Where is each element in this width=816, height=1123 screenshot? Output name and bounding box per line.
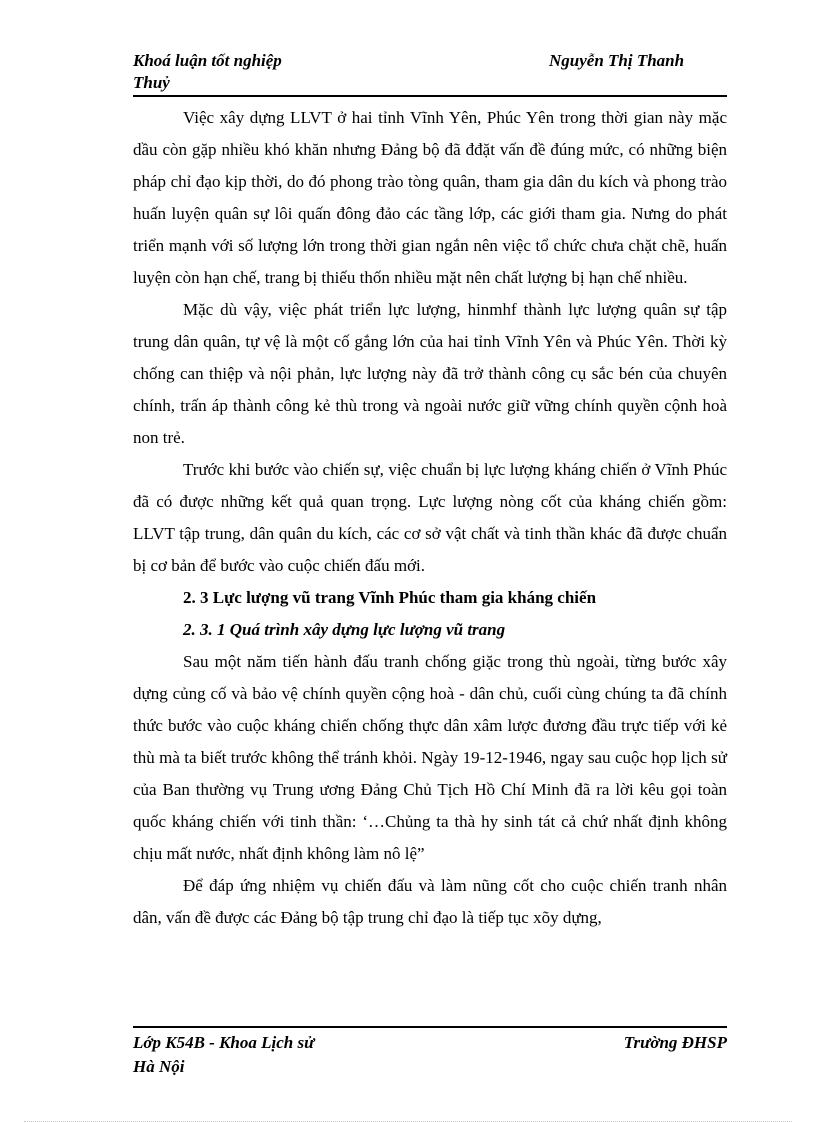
body-paragraph: Trước khi bước vào chiến sự, việc chuẩn bị lực lượng kháng chiến ở Vĩnh Phúc đã có được những kết quả quan trọng. Lực lượng nòng cốt của kháng chiến gồm: LLVT tập trung, dân quân du kích, các cơ sở vật chất và tinh thần khác đã được chuẩn bị cơ bản để bước vào cuộc chiến đấu mới. bbox=[133, 460, 727, 575]
footer-school-label-wrap: Hà Nội bbox=[133, 1057, 185, 1076]
subsection-heading: 2. 3. 1 Quá trình xây dựng lực lượng vũ trang bbox=[183, 620, 506, 639]
page-bottom-edge bbox=[24, 1121, 792, 1122]
footer-divider bbox=[133, 1026, 727, 1028]
header-author-name: Nguyễn Thị Thanh bbox=[549, 51, 685, 70]
page-body bbox=[133, 102, 727, 934]
header-divider bbox=[133, 95, 727, 97]
body-paragraph: Mặc dù vậy, việc phát triển lực lượng, hinmhf thành lực lượng quân sự tập trung dân quân, tự vệ là một cố gắng lớn của hai tỉnh Vĩnh Yên và Phúc Yên. Thời kỳ chống can thiệp và nội phản, lực lượng này đã trở thành công cụ sắc bén của chuyên chính, trấn áp thành công kẻ thù trong và ngoài nước giữ vững chính quyền cộnh hoà non trẻ. bbox=[133, 300, 727, 447]
section-heading: 2. 3 Lực lượng vũ trang Vĩnh Phúc tham gia kháng chiến bbox=[183, 588, 597, 607]
footer-class-label: Lớp K54B - Khoa Lịch sử bbox=[133, 1033, 315, 1052]
body-paragraph: Việc xây dựng LLVT ở hai tỉnh Vĩnh Yên, Phúc Yên trong thời gian này mặc dầu còn gặp nhiều khó khăn nhưng Đảng bộ đã đđặt vấn đề đúng mức, có những biện pháp chỉ đạo kịp thời, do đó phong trào tòng quân, tham gia dân du kích và phong trào huấn luyện quân sự lôi quấn đông đảo các tầng lớp, các giới tham gia. Nưng do phát triển mạnh với số lượng lớn trong thời gian ngắn nên việc tổ chức chưa chặt chẽ, huấn luyện còn hạn chế, trang bị thiếu thốn nhiều mặt nên chất lượng bị hạn chế nhiều. bbox=[133, 108, 727, 287]
body-paragraph: Để đáp ứng nhiệm vụ chiến đấu và làm nũng cốt cho cuộc chiến tranh nhân dân, vấn đề được các Đảng bộ tập trung chỉ đạo là tiếp tục xõy dựng, bbox=[133, 876, 727, 927]
header-thesis-label: Khoá luận tốt nghiệp bbox=[133, 51, 282, 70]
header-author-name-wrap: Thuỷ bbox=[133, 73, 170, 92]
footer-school-label: Trường ĐHSP bbox=[623, 1033, 727, 1052]
body-paragraph: Sau một năm tiến hành đấu tranh chống giặc trong thù ngoài, từng bước xây dựng củng cố và bảo vệ chính quyền cộng hoà - dân chủ, cuối cùng chúng ta đã chính thức bước vào cuộc kháng chiến chống thực dân xâm lược đương đầu trực tiếp với kẻ thù mà ta biết trước không thể tránh khỏi. Ngày 19-12-1946, ngay sau cuộc họp lịch sử của Ban thường vụ Trung ương Đảng Chủ Tịch Hồ Chí Minh đã ra lời kêu gọi toàn quốc kháng chiến với tinh thần: ‘…Chủng ta thà hy sinh tát cả chứ nhất định không chịu mất nước, nhất định không làm nô lệ” bbox=[133, 652, 727, 863]
